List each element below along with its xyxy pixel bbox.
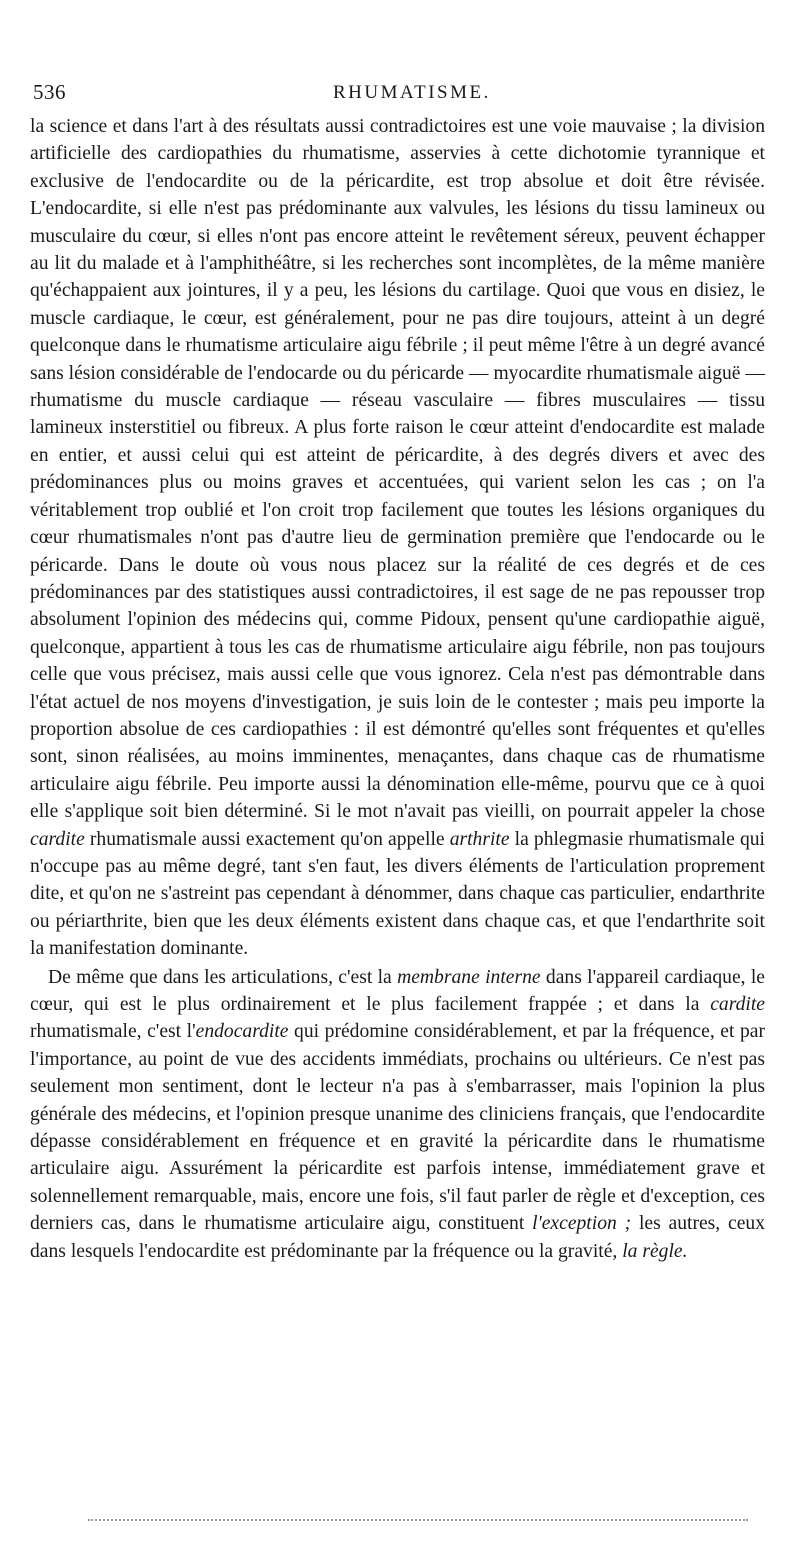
italic-term: cardite bbox=[710, 994, 765, 1015]
italic-term: membrane interne bbox=[397, 966, 541, 988]
footer-dotted-rule bbox=[88, 1519, 748, 1521]
text-run: dans l'appareil cardiaque, le cœur, qui est le plus ordinairement et le plus facilement frappée ; et dans la bbox=[30, 966, 766, 1015]
running-title: RHUMATISME. bbox=[333, 82, 491, 103]
italic-term: cardite bbox=[30, 828, 85, 850]
italic-term: endocardite bbox=[195, 1021, 289, 1043]
text-run: la science et dans l'art à des résultats aussi contradictoires est une voie mauvaise ; la division artificielle des cardiopathies du rhumatisme, asservies à cette dichotomie tyrannique et exclusive de l'endocardite ou de la péricardite, est trop absolue et doit être révisée. L'endocardite, si elle n'est pas prédominante aux valvules, les lésions du tissu lamineux ou musculaire du cœur, si elles n'ont pas encore atteint le revêtement séreux, peuvent échapper au lit du malade et à l'amphithéâtre, si les recherches sont incomplètes, de la même manière qu'échappaient aux jointures, il y a peu, les lésions du cartilage. Quoi que vous en disiez, le muscle cardiaque, le cœur, est généralement, pour ne pas dire toujours, atteint à un degré quelconque dans le rhumatisme articulaire aigu fébrile ; il peut même l'être à un degré avancé sans lésion considérable de l'endocarde ou du péricarde — myocardite rhumatismale aiguë — rhumatisme du muscle cardiaque — réseau vasculaire — fibres musculaires — tissu lamineux insterstitiel ou fibreux. A plus forte raison le cœur atteint d'endocardite est malade en entier, et aussi celui qui est atteint de péricardite, à des degrés divers et avec des prédominances plus ou moins graves et accentuées, qui varient selon les cas ; on l'a véritablement trop oublié et l'on croit trop facilement que toutes les lésions organiques du cœur rhumatismales n'ont pas d'autre lieu de germination première que l'endocarde ou le péricarde. Dans le doute où vous nous placez sur la réalité de ces degrés et de ces prédominances par des statistiques aussi contradictoires, il est sage de ne pas repousser trop absolument l'opinion des médecins qui, comme Pidoux, pensent qu'une cardiopathie aiguë, quelconque, appartient à tous les cas de rhumatisme articulaire aigu fébrile, non pas toujours celle que vous précisez, mais aussi celle que vous ignorez. Cela n'est pas démontrable dans l'état actuel de nos moyens d'investigation, je suis loin de le contester ; mais peu importe la proportion absolue de ces cardiopathies : il est démontré qu'elles sont fréquentes et qu'elles sont, sinon réalisées, au moins imminentes, menaçantes, dans chaque cas de rhumatisme articulaire aigu fébrile. Peu importe aussi la dénomination elle-même, pourvu que ce à quoi elle s'applique soit bien déterminé. Si le mot n'avait pas vieilli, on pourrait appeler la chose bbox=[30, 116, 765, 823]
italic-term: arthrite bbox=[449, 828, 510, 850]
text-run: la phlegmasie rhumatismale qui n'occupe pas au même degré, tant s'en faut, les divers éléments de l'articulation proprement dite, et qu'on ne s'astreint pas cependant à dénommer, dans chaque cas particulier, endarthrite ou périarthrite, bien que les deux éléments existent dans chaque cas, et que l'endarthrite soit la manifestation dominante. bbox=[30, 828, 766, 960]
text-run: les autres, ceux dans lesquels l'endocardite est prédominante par la fréquence ou la gravité, bbox=[30, 1213, 766, 1262]
page-number: 536 bbox=[33, 80, 66, 104]
italic-term: la règle. bbox=[622, 1240, 688, 1262]
paragraph-1 bbox=[30, 113, 765, 963]
body-text bbox=[30, 113, 765, 1265]
italic-term: l'exception ; bbox=[532, 1213, 632, 1235]
text-run: qui prédomine considérablement, et par la fréquence, et par l'importance, au point de vue des accidents immédiats, prochains ou ultérieurs. Ce n'est pas seulement mon sentiment, dont le lecteur n'a pas à s'embarrasser, mais l'opinion la plus générale des médecins, et l'opinion presque unanime des cliniciens français, que l'endocardite dépasse considérablement en fréquence et en gravité la péricardite dans le rhumatisme articulaire aigu. Assurément la péricardite est parfois intense, immédiatement grave et solennellement remarquable, mais, encore une fois, s'il faut parler de règle et d'exception, ces derniers cas, dans le rhumatisme articulaire aigu, constituent bbox=[30, 1021, 765, 1235]
text-run: De même que dans les articulations, c'est la bbox=[48, 966, 398, 988]
paragraph-2 bbox=[30, 964, 765, 1265]
running-head bbox=[33, 80, 760, 110]
text-run: rhumatismale, c'est l' bbox=[30, 1021, 196, 1043]
text-run: rhumatismale aussi exactement qu'on appelle bbox=[84, 828, 450, 850]
